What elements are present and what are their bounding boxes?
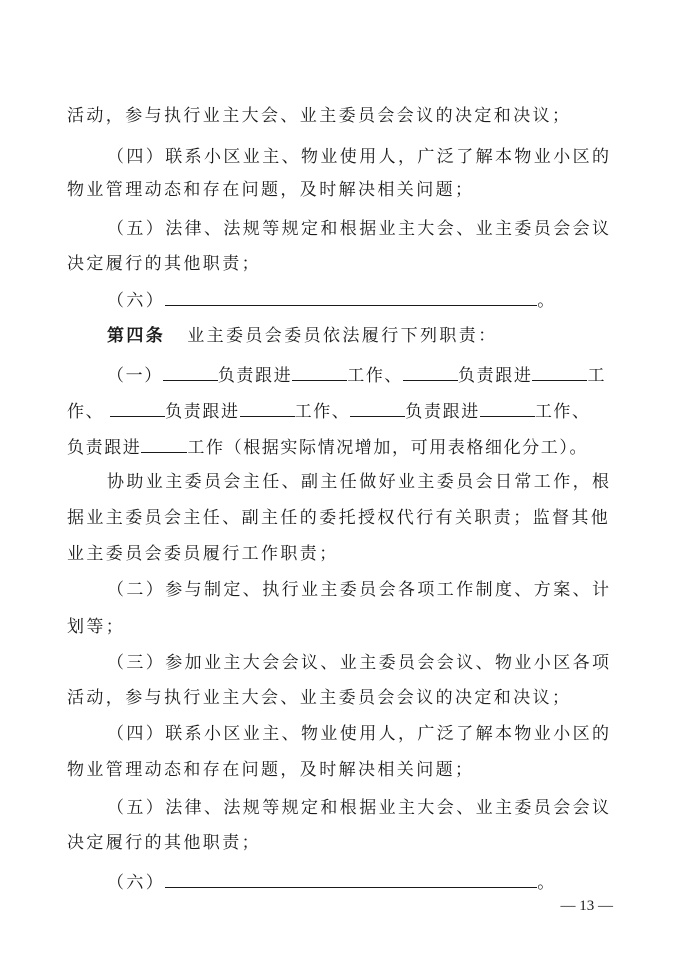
- blank-field[interactable]: [403, 362, 458, 381]
- text-line: （三）参加业主大会会议、业主委员会会议、物业小区各项: [107, 653, 612, 673]
- text-segment: 负责跟进: [405, 402, 480, 422]
- blank-field[interactable]: [165, 287, 537, 306]
- article-text: 业主委员会委员依法履行下列职责：: [187, 326, 498, 346]
- line-end: 。: [537, 873, 557, 893]
- page-number: — 13 —: [560, 898, 613, 914]
- blank-field[interactable]: [165, 869, 537, 888]
- blank-field[interactable]: [141, 434, 187, 453]
- text-line: 物业管理动态和存在问题，及时解决相关问题；: [67, 760, 475, 780]
- text-line: （五）法律、法规等规定和根据业主大会、业主委员会会议: [107, 219, 612, 239]
- text-line: （四）联系小区业主、物业使用人，广泛了解本物业小区的: [107, 147, 612, 167]
- item-label: （一）: [107, 366, 163, 386]
- fill-in-line: [107, 362, 615, 386]
- blank-field[interactable]: [480, 398, 535, 417]
- text-line: （二）参与制定、执行业主委员会各项工作制度、方案、计: [107, 580, 612, 600]
- text-segment: 工作（根据实际情况增加，可用表格细化分工）。: [187, 438, 589, 458]
- blank-field[interactable]: [350, 398, 405, 417]
- line-end: 。: [537, 291, 557, 311]
- blank-field[interactable]: [532, 362, 587, 381]
- text-line: 决定履行的其他职责；: [67, 254, 261, 274]
- text-line: 据业主委员会主任、副主任的委托授权代行有关职责；监督其他: [67, 508, 611, 528]
- text-line: （五）法律、法规等规定和根据业主大会、业主委员会会议: [107, 798, 612, 818]
- text-line: 物业管理动态和存在问题，及时解决相关问题；: [67, 180, 475, 200]
- item-label: （六）: [107, 291, 166, 311]
- text-segment: 负责跟进: [165, 402, 240, 422]
- text-line: 活动，参与执行业主大会、业主委员会会议的决定和决议；: [67, 106, 572, 126]
- article-number: 第四条: [107, 326, 166, 346]
- article-heading-line: [107, 324, 615, 348]
- fill-in-line: [67, 434, 615, 458]
- fill-in-line: [107, 287, 615, 311]
- text-segment: 工作、: [294, 402, 351, 422]
- blank-field[interactable]: [163, 362, 218, 381]
- text-segment: 负责跟进: [67, 438, 142, 458]
- text-line: 活动，参与执行业主大会、业主委员会会议的决定和决议；: [67, 688, 572, 708]
- blank-field[interactable]: [240, 398, 295, 417]
- text-segment: 工作、: [534, 402, 591, 422]
- text-line: 业主委员会委员履行工作职责；: [67, 544, 339, 564]
- blank-field[interactable]: [110, 398, 165, 417]
- fill-in-line: [67, 398, 615, 422]
- text-line: （四）联系小区业主、物业使用人，广泛了解本物业小区的: [107, 724, 612, 744]
- fill-in-line: [107, 869, 615, 893]
- text-line: 协助业主委员会主任、副主任做好业主委员会日常工作，根: [107, 472, 612, 492]
- text-segment: 负责跟进: [458, 366, 533, 386]
- text-line: 划等；: [67, 617, 126, 637]
- text-segment: 工作、: [347, 366, 404, 386]
- blank-field[interactable]: [292, 362, 347, 381]
- text-segment: 作、: [67, 402, 105, 422]
- item-label: （六）: [107, 873, 166, 893]
- text-line: 决定履行的其他职责；: [67, 833, 261, 853]
- text-segment: 工: [587, 366, 607, 386]
- text-segment: 负责跟进: [217, 366, 293, 386]
